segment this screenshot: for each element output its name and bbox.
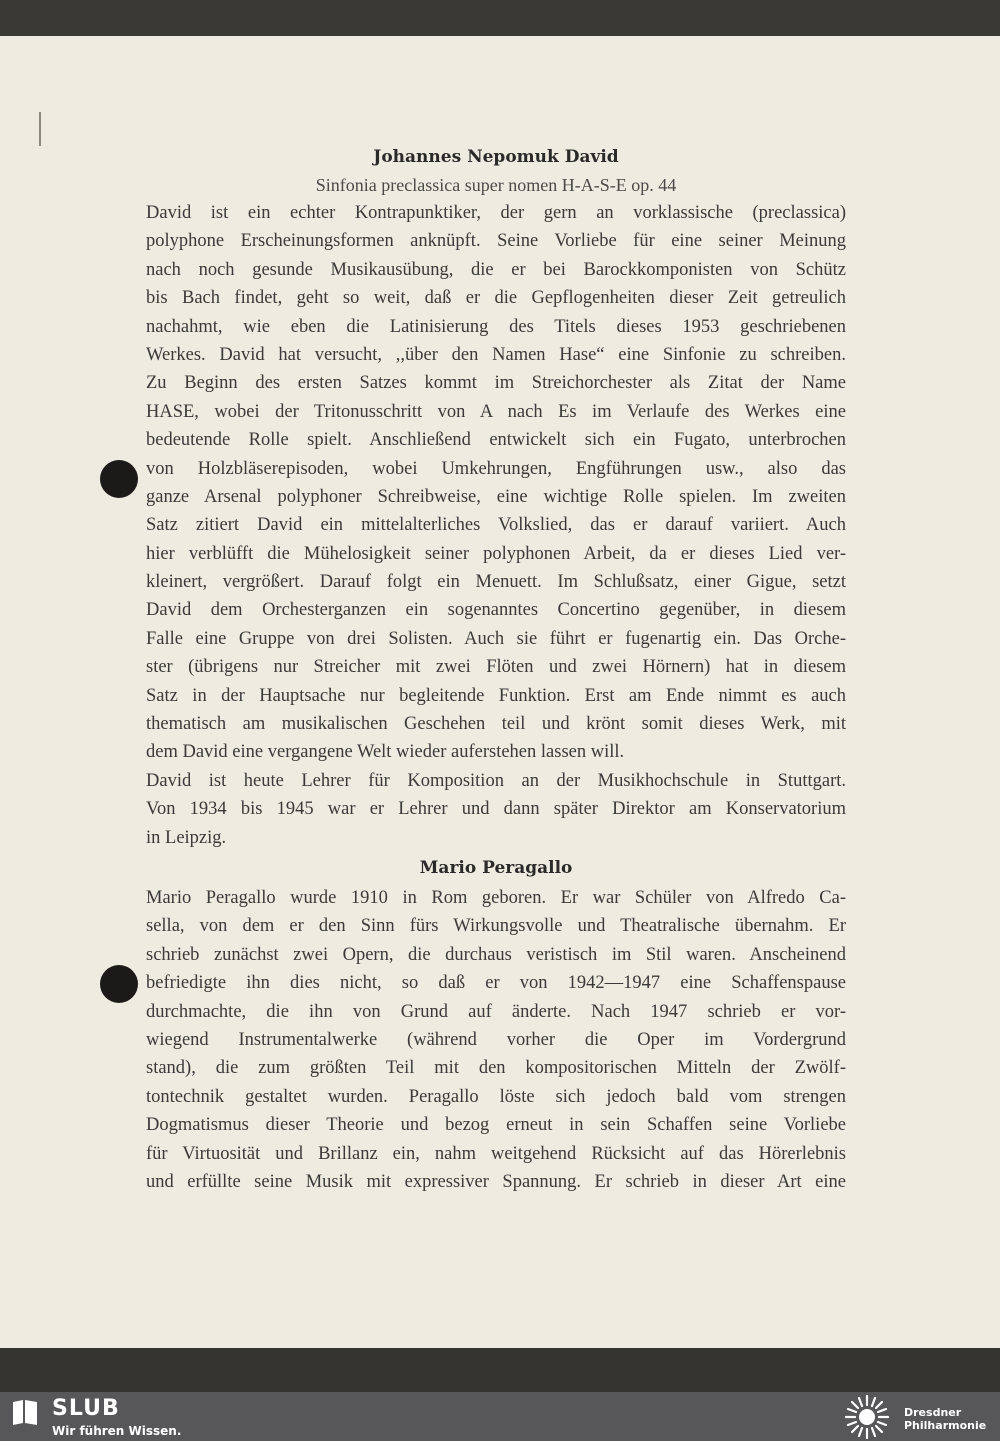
text-line: sella, von dem er den Sinn fürs Wirkungsvolle und Theatralische übernahm. Er	[146, 916, 846, 937]
text-line: HASE, wobei der Tritonusschritt von A nach Es im Verlaufe des Werkes eine	[146, 401, 846, 422]
text-line: ster (übrigens nur Streicher mit zwei Flöten und zwei Hörnern) hat in diesem	[146, 657, 846, 678]
text-line: tontechnik gestaltet wurden. Peragallo löste sich jedoch bald vom strengen	[146, 1086, 846, 1107]
text-line: durchmachte, die ihn von Grund auf änderte. Nach 1947 schrieb er vor-	[146, 1001, 846, 1022]
text-line: schrieb zunächst zwei Opern, die durchaus veristisch im Stil waren. Anscheinend	[146, 944, 846, 965]
text-line: ganze Arsenal polyphoner Schreibweise, eine wichtige Rolle spielen. Im zweiten	[146, 486, 846, 507]
section-body-peragallo	[146, 884, 846, 1196]
scan-bottom-edge	[0, 1348, 1000, 1392]
text-line: nach noch gesunde Musikausübung, die er bei Barockkomponisten von Schütz	[146, 259, 846, 280]
text-line: bis Bach findet, geht so weit, daß er die Gepflogenheiten dieser Zeit getreulich	[146, 288, 846, 309]
margin-pencil-mark	[39, 112, 41, 146]
text-line: in Leipzig.	[146, 827, 227, 848]
section-title-peragallo: Mario Peragallo	[419, 857, 573, 878]
text-line: David ist heute Lehrer für Komposition an der Musikhochschule in Stuttgart.	[146, 770, 846, 791]
text-line: Dogmatismus dieser Theorie und bezog erneut in sein Schaffen seine Vorliebe	[146, 1115, 846, 1136]
text-line: Satz zitiert David ein mittelalterliches Volkslied, das er darauf variiert. Auch	[146, 515, 846, 536]
page-text	[146, 143, 846, 1196]
text-line: Falle eine Gruppe von drei Solisten. Auch sie führt er fugenartig ein. Das Orche-	[146, 628, 846, 649]
text-line: Von 1934 bis 1945 war er Lehrer und dann später Direktor am Konservatorium	[146, 799, 846, 820]
text-line: Werkes. David hat versucht, ,,über den Namen Hase“ eine Sinfonie zu schreiben.	[146, 344, 846, 365]
text-line: David dem Orchesterganzen ein sogenanntes Concertino gegenüber, in diesem	[146, 600, 846, 621]
text-line: nachahmt, wie eben die Latinisierung des Titels dieses 1953 geschriebenen	[146, 316, 846, 337]
text-line: stand), die zum größten Teil mit den kompositorischen Mitteln der Zwölf-	[146, 1058, 846, 1079]
slub-tagline: Wir führen Wissen.	[52, 1424, 182, 1438]
text-line: befriedigte ihn dies nicht, so daß er von 1942—1947 eine Schaffenspause	[146, 973, 846, 994]
text-line: für Virtuosität und Brillanz ein, nahm weitgehend Rücksicht auf das Hörerlebnis	[146, 1143, 846, 1164]
text-line: polyphone Erscheinungsformen anknüpft. Seine Vorliebe für eine seiner Meinung	[146, 231, 846, 252]
text-line: bedeutende Rolle spielt. Anschließend entwickelt sich ein Fugato, unterbrochen	[146, 430, 846, 451]
section-title-david: Johannes Nepomuk David	[373, 147, 619, 167]
punch-hole-top	[100, 460, 138, 498]
section-body-david	[146, 199, 846, 852]
text-line: von Holzbläserepisoden, wobei Umkehrungen, Engführungen usw., also das	[146, 458, 846, 479]
footer-bar	[0, 1392, 1000, 1441]
scan-top-edge	[0, 0, 1000, 36]
text-line: Zu Beginn des ersten Satzes kommt im Streichorchester als Zitat der Name	[146, 373, 846, 394]
text-line: Satz in der Hauptsache nur begleitende Funktion. Erst am Ende nimmt es auch	[146, 685, 846, 706]
work-subtitle: Sinfonia preclassica super nomen H-A-S-E op. 44	[315, 175, 677, 195]
text-line: Mario Peragallo wurde 1910 in Rom geboren. Er war Schüler von Alfredo Ca-	[146, 887, 846, 908]
text-line: David ist ein echter Kontrapunktiker, der gern an vorklassische (preclassica)	[146, 203, 846, 223]
text-line: und erfüllte seine Musik mit expressiver Spannung. Er schrieb in dieser Art eine	[146, 1171, 846, 1192]
text-line: wiegend Instrumentalwerke (während vorher die Oper im Vordergrund	[146, 1029, 846, 1050]
philharmonie-line-1: Dresdner	[904, 1406, 962, 1419]
slub-book-icon[interactable]	[10, 1398, 40, 1426]
text-line: hier verblüfft die Mühelosigkeit seiner polyphonen Arbeit, da er dieses Lied ver-	[146, 543, 846, 564]
slub-logo-text[interactable]: SLUB	[52, 1396, 120, 1421]
text-line: thematisch am musikalischen Geschehen teil und krönt somit dieses Werk, mit	[146, 714, 846, 735]
philharmonie-logo-text[interactable]	[904, 1406, 1000, 1432]
text-line: dem David eine vergangene Welt wieder auferstehen lassen will.	[146, 742, 625, 763]
philharmonie-line-2: Philharmonie	[904, 1419, 987, 1432]
text-line: kleinert, vergrößert. Darauf folgt ein Menuett. Im Schlußsatz, einer Gigue, setzt	[146, 572, 846, 593]
punch-hole-bottom	[100, 965, 138, 1003]
philharmonie-sunburst-icon[interactable]	[842, 1393, 892, 1441]
